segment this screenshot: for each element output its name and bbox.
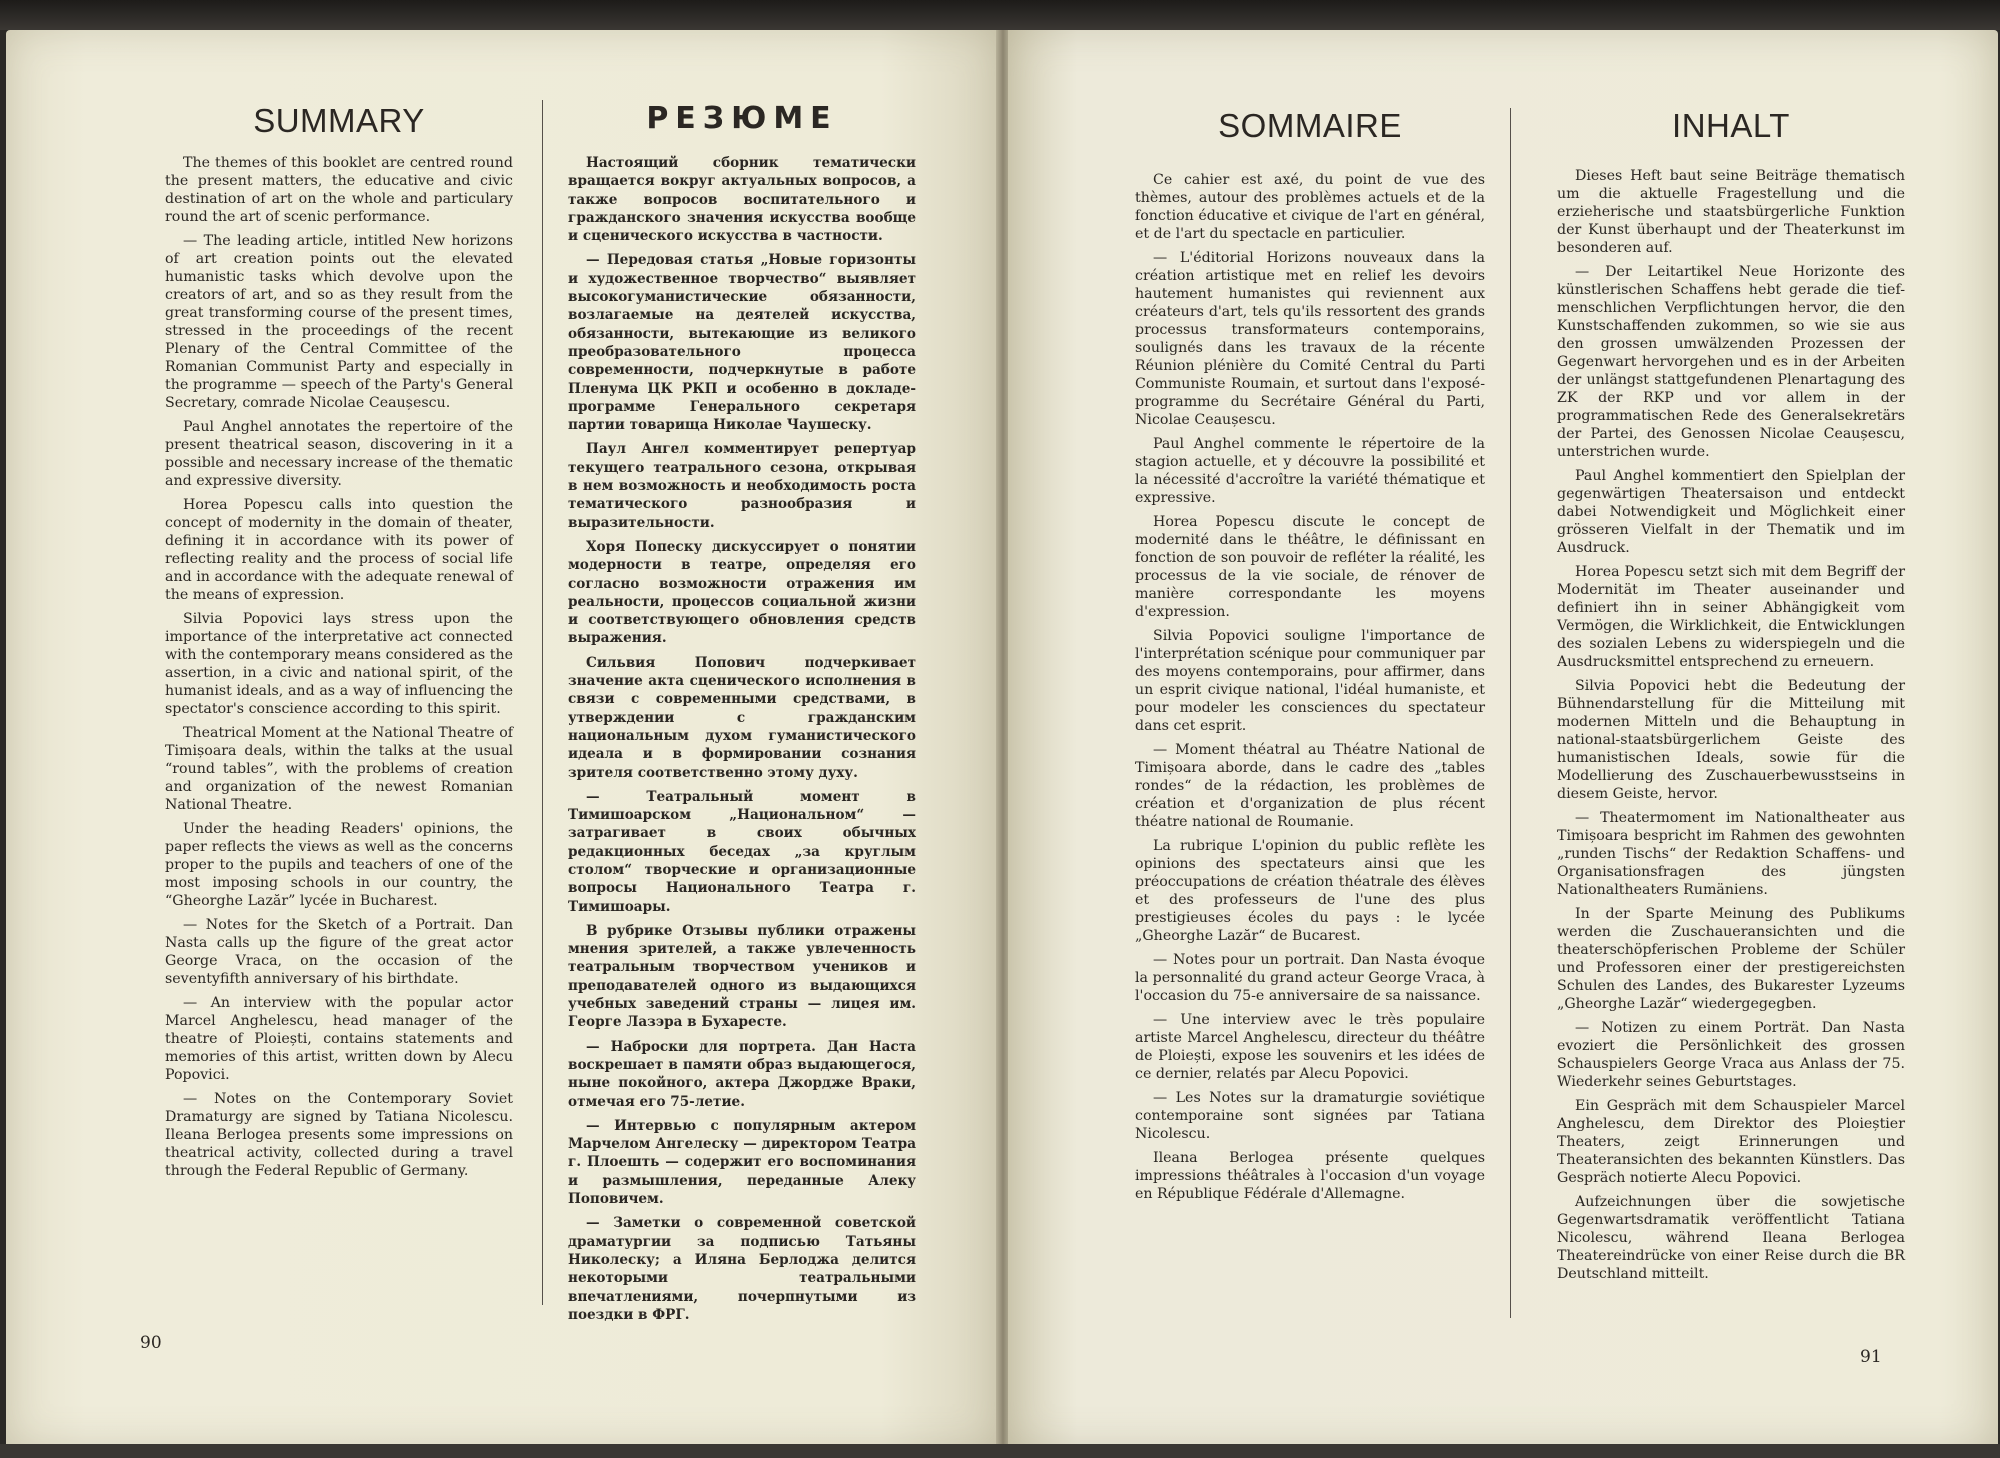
paragraph: Silvia Popovici souligne l'importance de l'interprétation scénique pour communiquer par des moyens contemporains, pour affirmer, dans un esprit civique national, l'idéal humaniste, et pour modeler les consciences du spectateur dans cet esprit. [1135,628,1485,734]
paragraph: Horea Popescu calls into question the concept of modernity in the domain of theater, defining it in accordance with its power of reflecting reality and the process of social life and in accordance with the adequate renewal of the means of expression. [165,497,513,603]
paragraph: Horea Popescu discute le concept de modernité dans le théâtre, le définissant en fonction de son pouvoir de refléter la réalité, les processus de la vie sociale, de rénover de manière correspondante les moyens d'expression. [1135,514,1485,620]
paragraph: — Интервью с популярным актером Марчелом Ангелеску — директором Театра г. Плоешть — содержит его воспоминания и размышления, переданные Алеку Поповичем. [568,1117,916,1208]
paragraph: — Театральный момент в Тимишоарском „Национальном“ — затрагивает в своих обычных редакционных беседах „за круглым столом“ творческие и организационные вопросы Национального Театра г. Тимишоары. [568,788,916,915]
paragraph: — The leading article, intitled New horizons of art creation points out the elevated humanistic tasks which devolve upon the creators of art, and so as they result from the great transforming course of the present times, stressed in the proceedings of the recent Plenary of the Central Committee of the Romanian Communist Party and especially in the programme — speech of the Party's General Secretary, comrade Nicolae Ceaușescu. [165,233,513,411]
sommaire-body [1135,171,1485,1203]
paragraph: Silvia Popovici hebt die Bedeutung der Bühnendarstellung für die Mitteilung mit modernen Mitteln und die Behauptung in national-staatsbürgerlichem Geiste des humanistischen Ideals, sowie für die Modellierung des Zuschauerbewusstseins in diesem Geiste, hervor. [1557,678,1905,802]
paragraph: — Заметки о современной советской драматургии за подписью Татьяны Николеску; а Иляна Берлоджа делится некоторыми театральными впечатлениями, почерпнутыми из поездки в ФРГ. [568,1215,916,1323]
rezume-column [568,88,916,1330]
paragraph: В рубрике Отзывы публики отражены мнения зрителей, а также увлеченность театральным творчеством учеников и преподавателей одного из выдающихся учебных заведений страны — лицея им. Георге Лазэра в Бухаресте. [568,922,916,1031]
summary-column [165,90,513,1186]
paragraph: The themes of this booklet are centred round the present matters, the educative and civic destination of art on the whole and particulary round the art of scenic performance. [165,155,513,225]
inhalt-column [1557,95,1905,1289]
rezume-title: РЕЗЮМЕ [646,101,838,136]
column-divider [542,100,543,1305]
paragraph: — Theatermoment im Nationaltheater aus Timișoara bespricht im Rahmen des gewohnten „runden Tischs“ der Redaktion Schaffens- und Organisationsfragen des jüngsten Nationaltheaters Rumäniens. [1557,810,1905,898]
paragraph: Paul Anghel annotates the repertoire of the present theatrical season, discovering in it a possible and necessary increase of the thematic and expressive diversity. [165,419,513,489]
paragraph: Horea Popescu setzt sich mit dem Begriff der Modernität im Theater auseinander und definiert ihn in seiner Abhängigkeit vom Vermögen, die Wirklichkeit, die Entwicklungen des sozialen Lebens zu widerspiegeln und die Ausdrucksmittel entsprechend zu erneuern. [1557,564,1905,670]
paragraph: — An interview with the popular actor Marcel Anghelescu, head manager of the theatre of Ploiești, contains statements and memories of this artist, written down by Alecu Popovici. [165,995,513,1083]
paragraph: — Moment théatral au Théatre National de Timișoara aborde, dans le cadre des „tables rondes“ de la rédaction, les problèmes de création et d'organization de plus récent théatre national de Roumanie. [1135,742,1485,830]
page-number-left: 90 [140,1333,162,1353]
paragraph: Theatrical Moment at the National Theatre of Timișoara deals, within the talks at the usual “round tables”, with the problems of creation and organization of the newest Romanian National Theatre. [165,725,513,813]
paragraph: Паул Ангел комментирует репертуар текущего театрального сезона, открывая в нем возможность и необходимость роста тематического разнообразия и выразительности. [568,441,916,531]
paragraph: — Notizen zu einem Porträt. Dan Nasta evoziert die Persönlichkeit des grossen Schauspielers George Vraca aus Anlass der 75. Wiederkehr seines Geburtstages. [1557,1020,1905,1090]
paragraph: Ce cahier est axé, du point de vue des thèmes, autour des problèmes actuels et de la fonction éducative et civique de l'art en général, et de l'art du spectacle en particulier. [1135,172,1485,242]
paragraph: Ileana Berlogea présente quelques impressions théâtrales à l'occasion d'un voyage en République Fédérale d'Allemagne. [1135,1150,1485,1202]
paragraph: La rubrique L'opinion du public reflète les opinions des spectateurs ainsi que les préoccupations de création théatrale des élèves et des professeurs de l'une des plus prestigieuses écoles du pays : le lycée „Gheorghe Lazăr“ de Bucarest. [1135,838,1485,944]
paragraph: — Notes pour un portrait. Dan Nasta évoque la personnalité du grand acteur George Vraca, à l'occasion du 75-e anniversaire de sa naissance. [1135,952,1485,1004]
sommaire-title: SOMMAIRE [1218,107,1402,144]
paragraph: Paul Anghel commente le répertoire de la stagion actuelle, et y découvre la possibilité et la nécessité d'accroître la variété thématique et expressive. [1135,436,1485,506]
paragraph: Dieses Heft baut seine Beiträge thematisch um die aktuelle Fragestellung und die erzieherische und staatsbürgerliche Funktion der Kunst überhaupt und der Theaterkunst im besonderen auf. [1557,168,1905,256]
paragraph: Сильвия Попович подчеркивает значение акта сценического исполнения в связи с современными средствами, в утверждении с гражданским национальным духом гуманистического идеала и в формировании сознания зрителя соответственно этому духу. [568,654,916,781]
paragraph: — Наброски для портрета. Дан Наста воскрешает в памяти образ выдающегося, ныне покойного, актера Джордже Враки, отмечая его 75-летие. [568,1038,916,1110]
sommaire-column [1135,95,1485,1209]
paragraph: — Notes on the Contemporary Soviet Dramaturgy are signed by Tatiana Nicolescu. Ileana Berlogea presents some impressions on theatrical activity, collected during a travel through the Federal Republic of Germany. [165,1091,513,1179]
paragraph: In der Sparte Meinung des Publikums werden die Zuschaueransichten und die theaterschöpferischen Probleme der Schüler und Professoren einer der prestigereichsten Schulen des Landes, des Bukarester Lyzeums „Gheorghe Lazăr“ wiedergegegben. [1557,906,1905,1012]
paragraph: — Der Leitartikel Neue Horizonte des künstlerischen Schaffens hebt gerade die tief-menschlichen Verpflichtungen hervor, die den Kunstschaffenden zukommen, so wie sie aus den grossen umwälzenden Prozessen der Gegenwart hervorgehen und es in der Arbeiten der unlängst stattgefundenen Plenartagung des ZK der RKP und vor allem in der programmatischen Rede des Generalsekretärs der Partei, des Genossen Nicolae Ceaușescu, unterstrichen wurde. [1557,264,1905,460]
paragraph: — Передовая статья „Новые горизонты и художественное творчество“ выявляет высокогуманистические обязанности, возлагаемые на деятелей искусства, обязанности, вытекающие из великого преобразовательного процесса современности, подчеркнутые в работе Пленума ЦК РКП и особенно в докладе-программе Генерального секретаря партии товарища Николае Чаушеску. [568,252,916,434]
paragraph: — Notes for the Sketch of a Portrait. Dan Nasta calls up the figure of the great actor George Vraca, on the occasion of the seventyfifth anniversary of his birthdate. [165,917,513,987]
paragraph: Настоящий сборник тематически вращается вокруг актуальных вопросов, а также вопросов воспитательного и гражданского значения искусства вообще и сценического искусства в частности. [568,155,916,245]
scan-bottom-edge [0,1444,2000,1458]
column-divider [1510,108,1511,1318]
inhalt-body [1557,167,1905,1283]
scan-top-edge [0,0,2000,30]
inhalt-title: INHALT [1672,107,1790,144]
paragraph: Paul Anghel kommentiert den Spielplan der gegenwärtigen Theatersaison und entdeckt dabei Notwendigkeit und Möglichkeit einer grösseren Vielfalt in der Thematik und im Ausdruck. [1557,468,1905,556]
summary-title: SUMMARY [253,102,425,139]
paragraph: — Une interview avec le très populaire artiste Marcel Anghelescu, directeur du théâtre de Ploiești, expose les souvenirs et les idées de ce dernier, relatés par Alecu Popovici. [1135,1012,1485,1082]
paragraph: Хоря Попеску дискуссирует о понятии модерности в театре, определяя его согласно возможности отражения им реальности, процессов социальной жизни и соответствующего обновления средств выражения. [568,538,916,647]
paragraph: Aufzeichnungen über die sowjetische Gegenwartsdramatik veröffentlicht Tatiana Nicolescu, während Ileana Berlogea Theatereindrücke von einer Reise durch die BR Deutschland mitteilt. [1557,1194,1905,1282]
paragraph: Under the heading Readers' opinions, the paper reflects the views as well as the concerns proper to the pupils and teachers of one of the most imposing schools in our country, the “Gheorghe Lazăr” lycée in Bucharest. [165,821,513,909]
paragraph: — Les Notes sur la dramaturgie soviétique contemporaine sont signées par Tatiana Nicolescu. [1135,1090,1485,1142]
rezume-body [568,154,916,1324]
paragraph: Silvia Popovici lays stress upon the importance of the interpretative act connected with the contemporary means considered as the assertion, in a civic and national spirit, of the humanist ideals, and as a way of influencing the spectator's conscience according to this spirit. [165,611,513,717]
page-number-right: 91 [1860,1347,1882,1367]
summary-body [165,154,513,1180]
paragraph: — L'éditorial Horizons nouveaux dans la création artistique met en relief les devoirs hautement humanistes qui reviennent aux créateurs d'art, tels qu'ils ressortent des grands processus transformateurs contemporains, soulignés dans les travaux de la récente Réunion plénière du Comité Central du Parti Communiste Roumain, et surtout dans l'exposé-programme du Secrétaire Général du Parti, Nicolae Ceaușescu. [1135,250,1485,428]
paragraph: Ein Gespräch mit dem Schauspieler Marcel Anghelescu, dem Direktor des Ploieștier Theaters, zeigt Erinnerungen und Theateransichten des bekannten Künstlers. Das Gespräch notierte Alecu Popovici. [1557,1098,1905,1186]
